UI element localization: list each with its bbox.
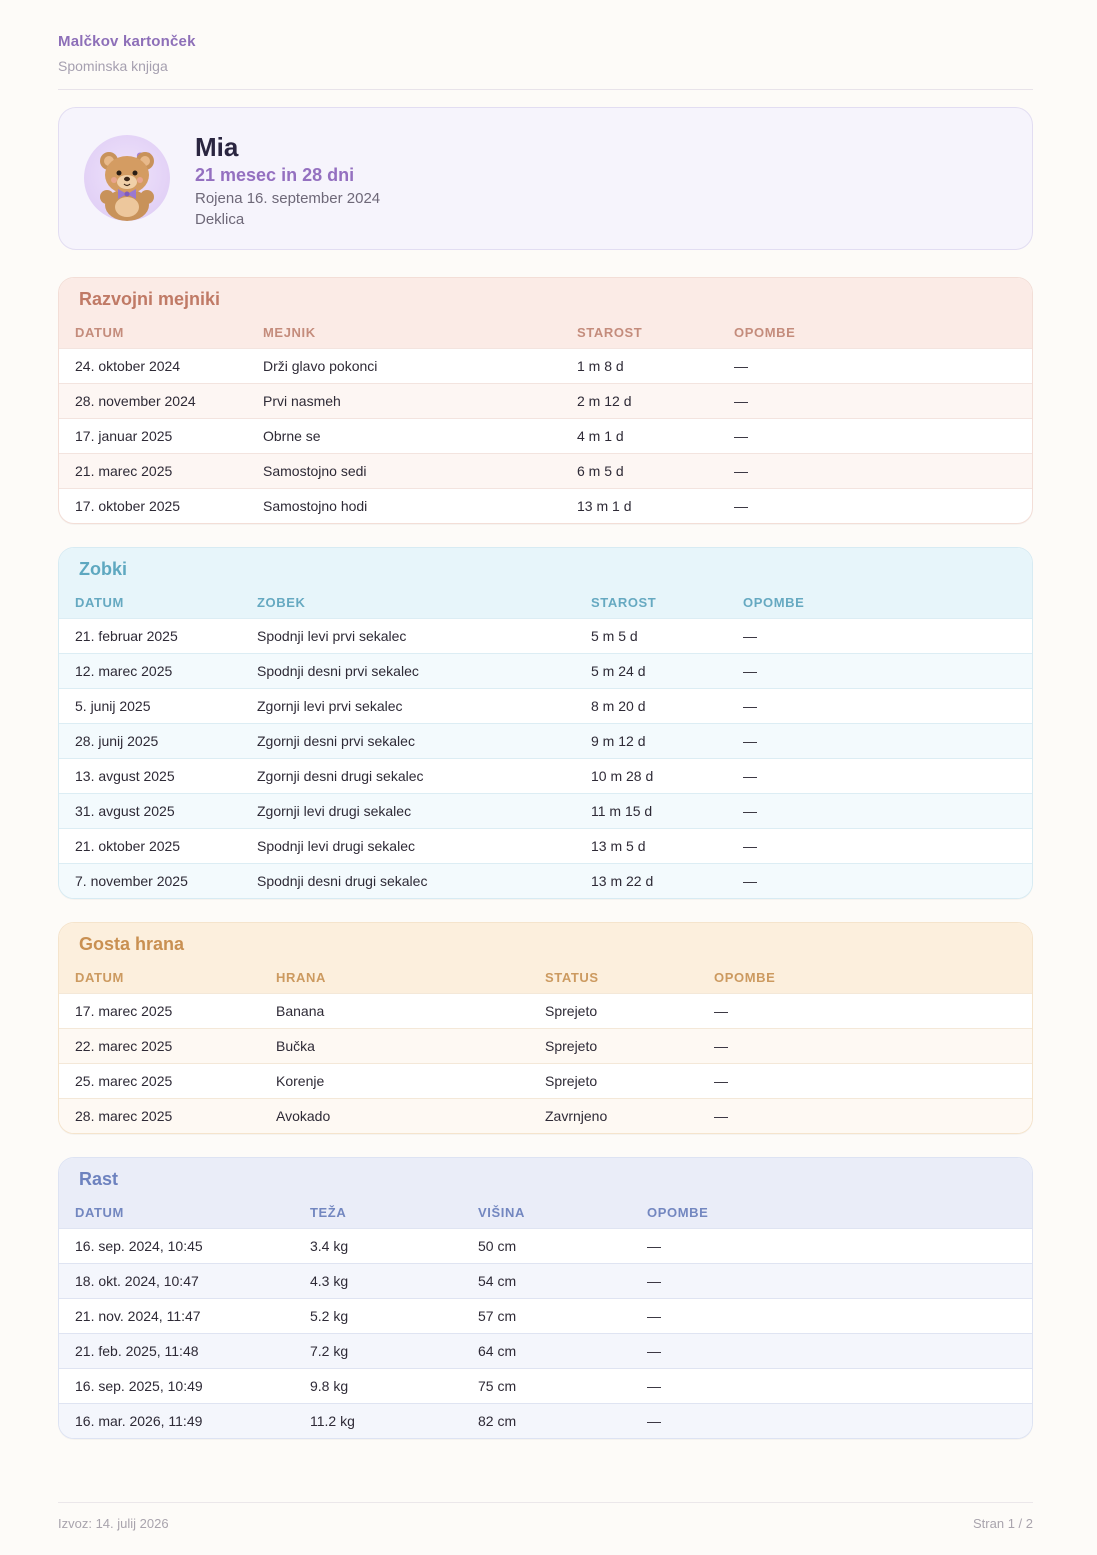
column-header-notes: OPOMBE bbox=[714, 970, 776, 985]
cell-item: Zgornji levi drugi sekalec bbox=[257, 803, 412, 819]
table-row bbox=[59, 993, 1032, 1028]
cell-date: 21. marec 2025 bbox=[75, 463, 173, 479]
cell-item: Zgornji desni prvi sekalec bbox=[257, 733, 415, 749]
gender: Deklica bbox=[195, 211, 245, 228]
cell-value: 50 cm bbox=[478, 1238, 517, 1254]
header-divider bbox=[58, 89, 1033, 90]
table-row bbox=[59, 828, 1032, 863]
cell-notes: — bbox=[647, 1413, 661, 1429]
cell-item: Samostojno hodi bbox=[263, 498, 368, 514]
cell-value: 6 m 5 d bbox=[577, 463, 624, 479]
cell-item: Korenje bbox=[276, 1073, 325, 1089]
cell-date: 16. sep. 2025, 10:49 bbox=[75, 1378, 203, 1394]
table-row bbox=[59, 453, 1032, 488]
cell-date: 13. avgust 2025 bbox=[75, 768, 175, 784]
cell-item: Spodnji levi prvi sekalec bbox=[257, 628, 407, 644]
profile-card bbox=[58, 107, 1033, 250]
cell-date: 17. marec 2025 bbox=[75, 1003, 173, 1019]
cell-date: 12. marec 2025 bbox=[75, 663, 173, 679]
cell-notes: — bbox=[734, 463, 748, 479]
cell-value: 9 m 12 d bbox=[591, 733, 646, 749]
column-header-date: DATUM bbox=[75, 325, 124, 340]
cell-item: Spodnji levi drugi sekalec bbox=[257, 838, 415, 854]
cell-value: Sprejeto bbox=[545, 1003, 598, 1019]
document-title: Malčkov kartonček bbox=[58, 33, 196, 50]
food-title: Gosta hrana bbox=[79, 934, 185, 954]
document-header bbox=[58, 33, 1033, 74]
document-subtitle: Spominska knjiga bbox=[58, 58, 168, 74]
birth-date: Rojena 16. september 2024 bbox=[195, 190, 381, 207]
cell-value: Sprejeto bbox=[545, 1038, 598, 1054]
cell-date: 31. avgust 2025 bbox=[75, 803, 175, 819]
cell-date: 22. marec 2025 bbox=[75, 1038, 173, 1054]
teddy-bear-icon bbox=[84, 135, 170, 221]
column-header-notes: OPOMBE bbox=[734, 325, 796, 340]
cell-notes: — bbox=[743, 803, 757, 819]
cell-notes: — bbox=[734, 498, 748, 514]
table-row bbox=[59, 418, 1032, 453]
page-number: Stran 1 / 2 bbox=[973, 1516, 1033, 1531]
table-row bbox=[59, 488, 1032, 523]
cell-notes: — bbox=[647, 1378, 661, 1394]
cell-date: 24. oktober 2024 bbox=[75, 358, 181, 374]
cell-date: 17. oktober 2025 bbox=[75, 498, 181, 514]
table-row bbox=[59, 1368, 1032, 1403]
food-table-body bbox=[59, 993, 1032, 1133]
teeth-title: Zobki bbox=[79, 559, 127, 579]
cell-item: Samostojno sedi bbox=[263, 463, 367, 479]
cell-notes: — bbox=[743, 698, 757, 714]
cell-date: 25. marec 2025 bbox=[75, 1073, 173, 1089]
cell-notes: — bbox=[743, 663, 757, 679]
column-header-food: HRANA bbox=[276, 970, 326, 985]
cell-value: 64 cm bbox=[478, 1343, 517, 1359]
cell-value: 5 m 24 d bbox=[591, 663, 646, 679]
table-row bbox=[59, 653, 1032, 688]
cell-date: 28. marec 2025 bbox=[75, 1108, 173, 1124]
cell-notes: — bbox=[647, 1343, 661, 1359]
cell-item: Zgornji levi prvi sekalec bbox=[257, 698, 403, 714]
column-header-age: STAROST bbox=[577, 325, 643, 340]
cell-notes: — bbox=[647, 1308, 661, 1324]
document-page bbox=[58, 0, 1033, 1555]
cell-date: 16. sep. 2024, 10:45 bbox=[75, 1238, 203, 1254]
cell-item: Prvi nasmeh bbox=[263, 393, 341, 409]
growth-header bbox=[59, 1158, 1032, 1228]
cell-date: 21. feb. 2025, 11:48 bbox=[75, 1343, 199, 1359]
cell-value: 13 m 1 d bbox=[577, 498, 632, 514]
cell-date: 16. mar. 2026, 11:49 bbox=[75, 1413, 203, 1429]
cell-date: 21. nov. 2024, 11:47 bbox=[75, 1308, 201, 1324]
teeth-table-body bbox=[59, 618, 1032, 898]
table-row bbox=[59, 1263, 1032, 1298]
cell-notes: — bbox=[714, 1108, 728, 1124]
cell-item: 9.8 kg bbox=[310, 1378, 349, 1394]
cell-value: 10 m 28 d bbox=[591, 768, 654, 784]
table-row bbox=[59, 618, 1032, 653]
table-row bbox=[59, 863, 1032, 898]
column-header-weight: TEŽA bbox=[310, 1205, 347, 1220]
cell-value: 57 cm bbox=[478, 1308, 517, 1324]
cell-date: 28. junij 2025 bbox=[75, 733, 159, 749]
cell-item: Zgornji desni drugi sekalec bbox=[257, 768, 424, 784]
table-row bbox=[59, 723, 1032, 758]
cell-item: Spodnji desni prvi sekalec bbox=[257, 663, 419, 679]
cell-notes: — bbox=[647, 1238, 661, 1254]
cell-value: 75 cm bbox=[478, 1378, 517, 1394]
cell-value: Sprejeto bbox=[545, 1073, 598, 1089]
cell-date: 21. februar 2025 bbox=[75, 628, 178, 644]
column-header-notes: OPOMBE bbox=[743, 595, 805, 610]
cell-date: 7. november 2025 bbox=[75, 873, 188, 889]
cell-notes: — bbox=[734, 393, 748, 409]
growth-section bbox=[58, 1157, 1033, 1439]
cell-item: Drži glavo pokonci bbox=[263, 358, 378, 374]
cell-date: 28. november 2024 bbox=[75, 393, 196, 409]
table-row bbox=[59, 383, 1032, 418]
cell-item: Obrne se bbox=[263, 428, 321, 444]
milestones-title: Razvojni mejniki bbox=[79, 289, 221, 309]
cell-date: 21. oktober 2025 bbox=[75, 838, 181, 854]
child-name: Mia bbox=[195, 132, 239, 162]
cell-notes: — bbox=[734, 428, 748, 444]
cell-date: 5. junij 2025 bbox=[75, 698, 151, 714]
growth-table-body bbox=[59, 1228, 1032, 1438]
cell-value: 2 m 12 d bbox=[577, 393, 632, 409]
table-row bbox=[59, 1028, 1032, 1063]
cell-notes: — bbox=[714, 1073, 728, 1089]
column-header-date: DATUM bbox=[75, 595, 124, 610]
cell-item: 3.4 kg bbox=[310, 1238, 349, 1254]
column-header-date: DATUM bbox=[75, 1205, 124, 1220]
column-header-tooth: ZOBEK bbox=[257, 595, 306, 610]
cell-value: 54 cm bbox=[478, 1273, 517, 1289]
column-header-milestone: MEJNIK bbox=[263, 325, 316, 340]
cell-value: 1 m 8 d bbox=[577, 358, 624, 374]
export-date: Izvoz: 14. julij 2026 bbox=[58, 1516, 169, 1531]
child-age: 21 mesec in 28 dni bbox=[195, 165, 355, 185]
teeth-header bbox=[59, 548, 1032, 618]
footer-divider bbox=[58, 1502, 1033, 1503]
cell-notes: — bbox=[743, 733, 757, 749]
table-row bbox=[59, 1063, 1032, 1098]
cell-value: 4 m 1 d bbox=[577, 428, 624, 444]
column-header-date: DATUM bbox=[75, 970, 124, 985]
cell-notes: — bbox=[647, 1273, 661, 1289]
milestones-section bbox=[58, 277, 1033, 524]
cell-notes: — bbox=[743, 838, 757, 854]
milestones-table-body bbox=[59, 348, 1032, 523]
column-header-age: STAROST bbox=[591, 595, 657, 610]
growth-title: Rast bbox=[79, 1169, 119, 1189]
cell-item: Banana bbox=[276, 1003, 325, 1019]
food-header bbox=[59, 923, 1032, 993]
cell-notes: — bbox=[743, 768, 757, 784]
cell-item: 4.3 kg bbox=[310, 1273, 349, 1289]
cell-notes: — bbox=[714, 1003, 728, 1019]
cell-value: 13 m 22 d bbox=[591, 873, 654, 889]
cell-value: 11 m 15 d bbox=[591, 803, 653, 819]
cell-value: Zavrnjeno bbox=[545, 1108, 608, 1124]
milestones-header bbox=[59, 278, 1032, 348]
table-row bbox=[59, 348, 1032, 383]
teeth-section bbox=[58, 547, 1033, 899]
food-section bbox=[58, 922, 1033, 1134]
column-header-status: STATUS bbox=[545, 970, 599, 985]
table-row bbox=[59, 1298, 1032, 1333]
cell-value: 8 m 20 d bbox=[591, 698, 646, 714]
cell-notes: — bbox=[743, 873, 757, 889]
cell-date: 18. okt. 2024, 10:47 bbox=[75, 1273, 199, 1289]
cell-item: Bučka bbox=[276, 1038, 315, 1054]
table-row bbox=[59, 1228, 1032, 1263]
cell-notes: — bbox=[734, 358, 748, 374]
table-row bbox=[59, 793, 1032, 828]
table-row bbox=[59, 688, 1032, 723]
cell-item: 11.2 kg bbox=[310, 1413, 355, 1429]
cell-item: Spodnji desni drugi sekalec bbox=[257, 873, 428, 889]
table-row bbox=[59, 1403, 1032, 1438]
table-row bbox=[59, 758, 1032, 793]
cell-item: 7.2 kg bbox=[310, 1343, 349, 1359]
cell-item: Avokado bbox=[276, 1108, 331, 1124]
cell-value: 82 cm bbox=[478, 1413, 517, 1429]
cell-notes: — bbox=[743, 628, 757, 644]
column-header-height: VIŠINA bbox=[478, 1205, 525, 1220]
table-row bbox=[59, 1333, 1032, 1368]
cell-value: 5 m 5 d bbox=[591, 628, 638, 644]
cell-date: 17. januar 2025 bbox=[75, 428, 173, 444]
cell-item: 5.2 kg bbox=[310, 1308, 349, 1324]
cell-value: 13 m 5 d bbox=[591, 838, 646, 854]
column-header-notes: OPOMBE bbox=[647, 1205, 709, 1220]
cell-notes: — bbox=[714, 1038, 728, 1054]
table-row bbox=[59, 1098, 1032, 1133]
